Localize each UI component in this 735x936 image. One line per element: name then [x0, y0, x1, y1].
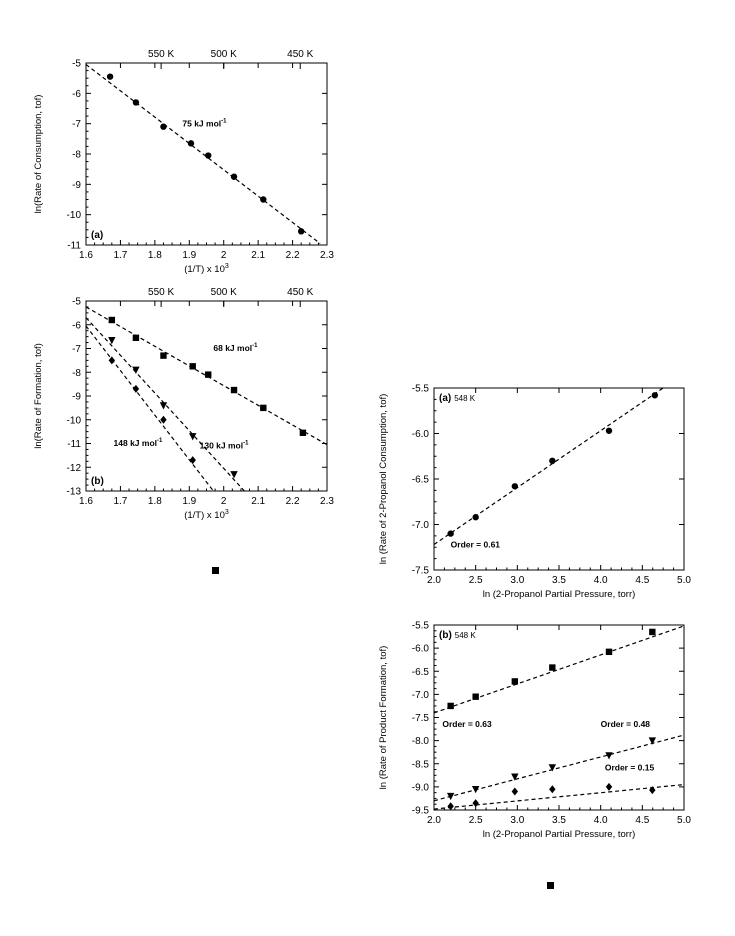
data-point-square — [606, 649, 612, 655]
data-point-diamond — [447, 802, 453, 810]
plot-frame — [434, 625, 684, 810]
data-point-diamond — [109, 356, 115, 364]
data-point-circle — [472, 514, 478, 520]
x-tick-label: 4.0 — [593, 575, 608, 586]
top-axis-label: 500 K — [210, 49, 237, 60]
data-point-triangle — [230, 471, 237, 478]
annotation: 148 kJ mol$^{-1}$ — [113, 437, 163, 448]
annotation: Order = 0.48 — [600, 718, 651, 729]
y-tick-label: -8 — [72, 149, 81, 161]
data-point-square — [133, 335, 139, 341]
annotation-exponent: -1 — [221, 118, 227, 125]
x-axis-label-exponent: 3 — [224, 509, 229, 516]
data-point-circle — [133, 99, 139, 105]
chart-arrhenius-formation — [33, 287, 334, 521]
x-tick-label: 4.0 — [593, 815, 608, 826]
y-tick-label: -5 — [72, 58, 81, 70]
panel-label: (b) — [91, 476, 104, 487]
data-point-circle — [298, 228, 304, 234]
y-tick-label: -11 — [67, 240, 81, 252]
y-tick-label: -6.5 — [411, 474, 429, 486]
x-axis-label: ln (2-Propanol Partial Pressure, torr) — [482, 829, 636, 840]
data-point-circle — [447, 530, 453, 536]
y-tick-label: -7.0 — [411, 520, 429, 531]
fit-line — [86, 326, 213, 491]
data-point-square — [190, 363, 196, 369]
x-tick-label: 2 — [220, 496, 227, 507]
top-axis-label: 450 K — [287, 287, 314, 298]
data-point-circle — [205, 152, 211, 158]
data-point-square — [109, 317, 115, 323]
x-tick-label: 1.6 — [79, 250, 93, 261]
annotation-exponent: -1 — [243, 440, 249, 447]
series-circle — [86, 65, 320, 244]
series-square — [86, 307, 327, 445]
y-tick-label: -12 — [66, 462, 81, 474]
data-point-square — [300, 430, 306, 436]
data-point-square — [649, 629, 655, 635]
top-axis-label: 450 K — [287, 49, 314, 60]
y-tick-label: -7.5 — [411, 565, 429, 577]
y-tick-label: -6.5 — [411, 666, 429, 678]
data-point-diamond — [549, 785, 555, 793]
y-tick-label: -11 — [67, 439, 81, 450]
x-tick-label: 2.1 — [251, 496, 266, 507]
chart-order-consumption — [378, 384, 691, 601]
y-tick-label: -10 — [66, 210, 81, 222]
data-point-triangle — [108, 337, 115, 344]
data-point-square — [549, 664, 555, 670]
x-tick-label: 3.0 — [510, 575, 525, 586]
data-point-square — [205, 371, 211, 377]
data-point-circle — [652, 392, 658, 398]
data-point-circle — [549, 458, 555, 464]
chart-order-formation — [378, 621, 691, 841]
data-point-square — [160, 352, 166, 358]
annotation: Order = 0.63 — [442, 718, 492, 729]
annotation-exponent: -1 — [157, 437, 163, 444]
plot-frame — [86, 301, 327, 491]
x-tick-label: 1.8 — [147, 496, 162, 507]
figure-end-marker-left — [212, 567, 219, 574]
y-tick-label: -13 — [66, 486, 81, 498]
fit-line — [434, 388, 663, 545]
x-tick-label: 2.5 — [468, 575, 483, 586]
data-point-triangle — [649, 737, 656, 744]
data-point-circle — [512, 483, 518, 489]
annotation-exponent: -1 — [252, 342, 258, 349]
y-tick-label: -5 — [72, 296, 81, 308]
y-tick-label: -9.0 — [411, 782, 429, 794]
data-point-square — [472, 693, 478, 699]
y-tick-label: -6 — [72, 88, 81, 100]
top-axis-label: 550 K — [148, 287, 175, 298]
y-tick-label: -6.0 — [411, 643, 429, 655]
y-axis-label: ln (Rate of 2-Propanol Consumption, tof) — [378, 393, 389, 565]
x-tick-label: 2.5 — [468, 815, 483, 826]
y-tick-label: -7 — [72, 119, 81, 131]
panel-label: (a) — [91, 230, 104, 241]
data-point-diamond — [472, 799, 478, 807]
data-point-circle — [107, 73, 113, 79]
x-axis-label: ln (2-Propanol Partial Pressure, torr) — [482, 589, 636, 600]
y-tick-label: -7.0 — [411, 689, 429, 701]
top-axis-label: 500 K — [210, 287, 237, 298]
y-tick-label: -7 — [72, 344, 81, 355]
data-point-circle — [231, 174, 237, 180]
y-tick-label: -8 — [72, 367, 81, 379]
panel-label: (a) 548 K — [439, 393, 476, 404]
data-point-square — [231, 387, 237, 393]
annotation: Order = 0.61 — [450, 539, 501, 550]
y-tick-label: -8.5 — [411, 759, 429, 771]
data-point-diamond — [133, 385, 139, 393]
x-tick-label: 2.0 — [427, 815, 441, 826]
y-axis-label: ln (Rate of Product Formation, tof) — [378, 645, 389, 790]
chart-arrhenius-consumption — [33, 49, 334, 275]
y-tick-label: -8.0 — [411, 736, 429, 748]
x-tick-label: 1.9 — [182, 496, 197, 507]
x-tick-label: 3.0 — [510, 815, 525, 826]
data-point-diamond — [606, 783, 612, 791]
figure-end-marker-right — [547, 882, 554, 889]
x-tick-label: 2.1 — [251, 250, 266, 261]
y-tick-label: -9 — [72, 179, 81, 191]
x-tick-label: 1.7 — [113, 496, 128, 507]
series-diamond — [86, 326, 213, 491]
data-point-diamond — [512, 788, 518, 796]
y-tick-label: -5.5 — [411, 383, 429, 395]
data-point-triangle — [511, 774, 518, 781]
y-tick-label: -5.5 — [411, 620, 429, 632]
panel-note: 548 K — [454, 631, 476, 640]
x-tick-label: 1.9 — [182, 250, 197, 261]
x-tick-label: 1.6 — [79, 496, 93, 507]
y-axis-label: ln(Rate of Consumption, tof) — [33, 94, 44, 214]
annotation: 75 kJ mol$^{-1}$ — [182, 118, 227, 129]
data-point-diamond — [190, 456, 196, 464]
annotation: 130 kJ mol$^{-1}$ — [199, 440, 249, 451]
series-circle — [434, 388, 663, 545]
x-tick-label: 1.7 — [113, 250, 128, 261]
data-point-square — [447, 703, 453, 709]
data-point-square — [512, 678, 518, 684]
data-point-circle — [606, 428, 612, 434]
panel-note: 548 K — [454, 394, 476, 403]
y-tick-label: -7.5 — [411, 713, 429, 724]
panel-label: (b) 548 K — [439, 630, 476, 641]
x-tick-label: 4.5 — [635, 575, 650, 586]
y-axis-label: ln(Rate of Formation, tof) — [33, 343, 44, 449]
y-tick-label: -6 — [72, 320, 81, 332]
x-tick-label: 2 — [220, 250, 227, 261]
x-tick-label: 3.5 — [552, 575, 566, 586]
data-point-square — [260, 405, 266, 411]
x-axis-label: (1/T) x $10^3$ — [184, 509, 229, 521]
y-tick-label: -6.0 — [411, 429, 429, 440]
x-tick-label: 2.3 — [320, 250, 334, 261]
x-tick-label: 3.5 — [552, 815, 566, 826]
data-point-circle — [160, 124, 166, 130]
x-tick-label: 5.0 — [677, 815, 691, 826]
fit-line — [86, 65, 320, 244]
x-tick-label: 2.0 — [427, 575, 441, 586]
x-tick-label: 5.0 — [677, 575, 691, 586]
x-tick-label: 2.3 — [320, 496, 334, 507]
y-tick-label: -10 — [66, 415, 81, 427]
x-tick-label: 2.2 — [285, 496, 300, 507]
x-axis-label-exponent: 3 — [224, 263, 229, 270]
x-tick-label: 4.5 — [635, 815, 650, 826]
y-tick-label: -9.5 — [411, 805, 429, 817]
top-axis-label: 550 K — [148, 49, 175, 60]
data-point-circle — [188, 140, 194, 146]
data-point-circle — [260, 196, 266, 202]
y-tick-label: -9 — [72, 391, 81, 403]
annotation: 68 kJ mol$^{-1}$ — [213, 342, 258, 353]
annotation: Order = 0.15 — [604, 762, 655, 773]
x-axis-label: (1/T) x $10^3$ — [184, 263, 229, 275]
x-tick-label: 2.2 — [285, 250, 300, 261]
x-tick-label: 1.8 — [147, 250, 162, 261]
